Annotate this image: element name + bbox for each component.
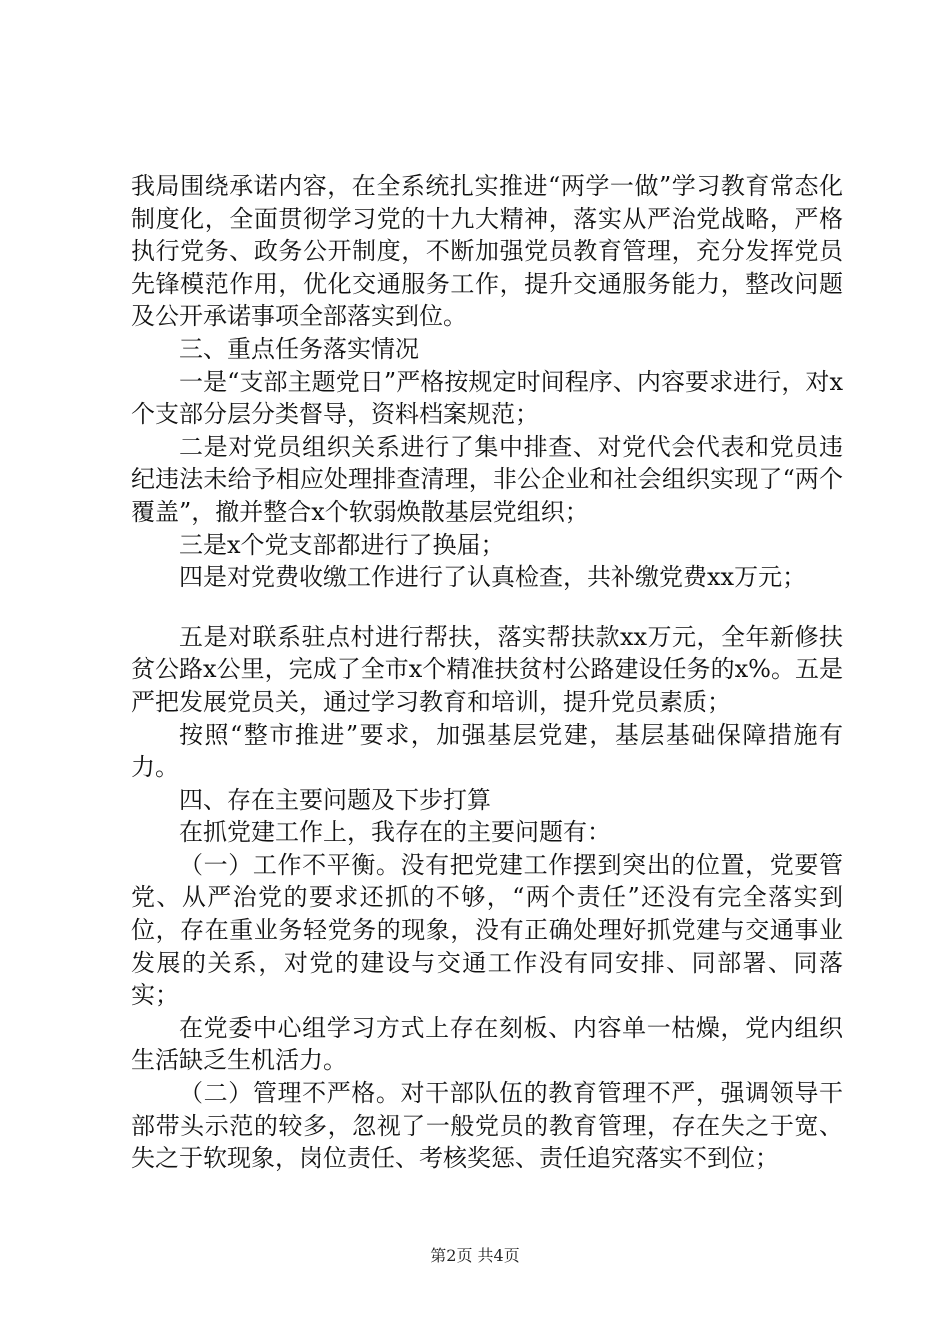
section-heading-problems: 四、存在主要问题及下步打算: [179, 785, 491, 814]
paragraph-task-3: 三是x个党支部都进行了换届；: [179, 530, 505, 559]
paragraph-commitment-summary: 我局围绕承诺内容，在全系统扎实推进“两学一做”学习教育常态化制度化，全面贯彻学习党的十九大精神，落实从严治党战略，严格执行党务、政务公开制度，不断加强党员教育管理，充分发挥党员先锋模范作用，优化交通服务工作，提升交通服务能力，整改问题及公开承诺事项全部落实到位。: [131, 172, 843, 331]
paragraph-task-4: 四是对党费收缴工作进行了认真检查，共补缴党费xx万元；: [179, 563, 807, 592]
paragraph-problems-intro: 在抓党建工作上，我存在的主要问题有：: [179, 818, 611, 847]
section-heading-key-tasks: 三、重点任务落实情况: [179, 334, 419, 363]
paragraph-task-1: 一是“支部主题党日”严格按规定时间程序、内容要求进行，对x个支部分层分类督导，资料档案规范；: [131, 367, 843, 429]
paragraph-grassroots: 按照“整市推进”要求，加强基层党建，基层基础保障措施有力。: [131, 720, 843, 782]
paragraph-study-method: 在党委中心组学习方式上存在刻板、内容单一枯燥，党内组织生活缺乏生机活力。: [131, 1013, 843, 1075]
paragraph-task-2: 二是对党员组织关系进行了集中排查、对党代会代表和党员违纪违法未给予相应处理排查清理，非公企业和社会组织实现了“两个覆盖”，撤并整合x个软弱焕散基层党组织；: [131, 432, 843, 526]
paragraph-problem-2: （二）管理不严格。对干部队伍的教育管理不严，强调领导干部带头示范的较多，忽视了一般党员的教育管理，存在失之于宽、失之于软现象，岗位责任、考核奖惩、责任追究落实不到位；: [131, 1079, 843, 1173]
document-body: [131, 170, 843, 1175]
page-footer: 第2页 共4页: [430, 1246, 520, 1265]
paragraph-problem-1: （一）工作不平衡。没有把党建工作摆到突出的位置，党要管党、从严治党的要求还抓的不够，“两个责任”还没有完全落实到位，存在重业务轻党务的现象，没有正确处理好抓党建与交通事业发展的关系，对党的建设与交通工作没有同安排、同部署、同落实；: [131, 850, 843, 1010]
paragraph-task-5: 五是对联系驻点村进行帮扶，落实帮扶款xx万元，全年新修扶贫公路x公里，完成了全市x个精准扶贫村公路建设任务的x%。五是严把发展党员关，通过学习教育和培训，提升党员素质；: [131, 622, 843, 716]
